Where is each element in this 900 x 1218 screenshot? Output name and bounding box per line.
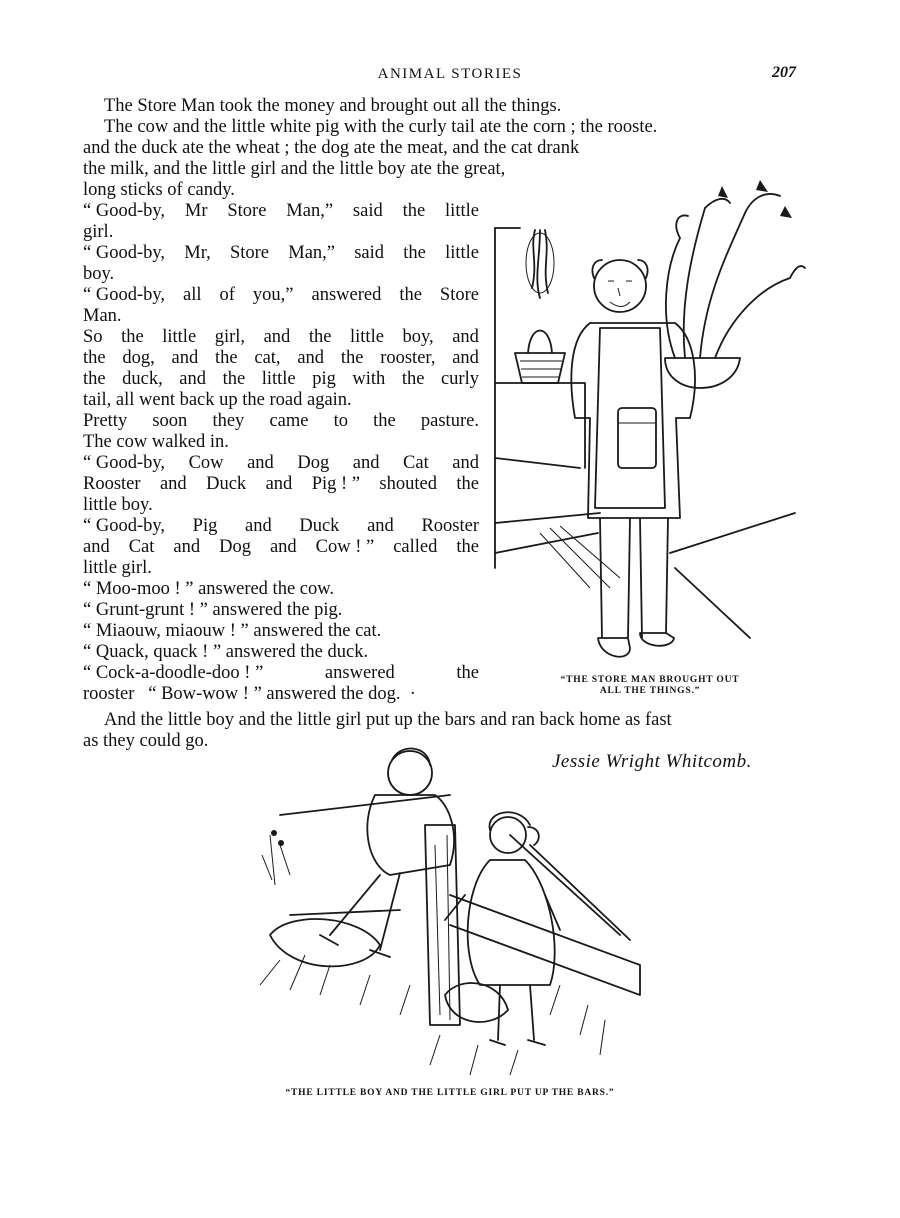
- closing-line-2: as they could go.: [83, 731, 209, 751]
- story-line-3: and the duck ate the wheat ; the dog ate the meat, and the cat drank: [83, 138, 580, 158]
- column-word: Pig ! ”: [311, 474, 361, 494]
- column-word: girl,: [214, 327, 246, 347]
- column-word: So: [83, 327, 103, 347]
- column-word: and: [269, 537, 297, 557]
- column-word: the: [456, 663, 479, 683]
- column-word: Pretty: [83, 411, 128, 431]
- column-line: [83, 411, 479, 432]
- column-word: answered: [311, 285, 382, 305]
- column-word: all: [183, 285, 202, 305]
- column-word: and: [452, 327, 479, 347]
- column-line: [83, 327, 479, 348]
- column-word: Cow: [188, 453, 224, 473]
- column-line: girl.: [83, 222, 114, 242]
- column-word: the: [308, 327, 332, 347]
- column-word: came: [269, 411, 309, 431]
- column-line: [83, 474, 479, 495]
- column-word: Mr,: [184, 243, 211, 263]
- column-word: pig: [312, 369, 336, 389]
- column-line: [83, 201, 479, 222]
- column-word: the: [402, 201, 426, 221]
- children-bars-caption: “THE LITTLE BOY AND THE LITTLE GIRL PUT UP THE BARS.”: [285, 1088, 615, 1098]
- column-word: Duck: [299, 516, 340, 536]
- column-word: you,”: [252, 285, 294, 305]
- column-word: the: [456, 537, 479, 557]
- author-signature: Jessie Wright Whitcomb.: [552, 751, 752, 772]
- column-line: “ Grunt-grunt ! ” answered the pig.: [83, 600, 343, 620]
- column-word: Mr: [184, 201, 208, 221]
- column-line: “ Quack, quack ! ” answered the duck.: [83, 642, 369, 662]
- column-word: shouted: [379, 474, 437, 494]
- column-line: [83, 285, 479, 306]
- column-word: and: [179, 369, 207, 389]
- column-word: and: [263, 327, 291, 347]
- column-line: boy.: [83, 264, 115, 284]
- column-word: Pig: [192, 516, 218, 536]
- column-line: [83, 663, 479, 684]
- column-line: [83, 369, 479, 390]
- column-word: Rooster: [83, 474, 141, 494]
- column-word: “ Good-by,: [83, 285, 166, 305]
- column-word: the: [456, 474, 479, 494]
- column-line: little boy.: [83, 495, 153, 515]
- column-line: “ Moo-moo ! ” answered the cow.: [83, 579, 335, 599]
- story-line-2: The cow and the little white pig with the curly tail ate the corn ; the rooste.: [104, 117, 658, 137]
- column-word: answered: [324, 663, 395, 683]
- column-word: boy,: [402, 327, 434, 347]
- column-line: [83, 516, 479, 537]
- column-word: and: [452, 348, 479, 368]
- column-word: duck,: [122, 369, 163, 389]
- column-word: “ Cock-a-doodle-doo ! ”: [83, 663, 264, 683]
- column-word: Store: [229, 243, 270, 263]
- column-word: little: [445, 201, 479, 221]
- column-word: Rooster: [421, 516, 479, 536]
- column-line: The cow walked in.: [83, 432, 229, 452]
- story-line-4: the milk, and the little girl and the little boy ate the great,: [83, 159, 506, 179]
- column-word: and: [245, 516, 272, 536]
- column-word: Store: [439, 285, 479, 305]
- closing-line-1: And the little boy and the little girl put up the bars and ran back home as fast: [104, 710, 672, 730]
- column-word: Cat: [403, 453, 429, 473]
- column-line: little girl.: [83, 558, 152, 578]
- column-word: the: [121, 327, 144, 347]
- story-line-5: long sticks of candy.: [83, 180, 235, 200]
- column-line: [83, 243, 479, 264]
- column-line: [83, 537, 479, 558]
- column-word: “ Good-by,: [83, 201, 166, 221]
- column-word: and: [247, 453, 274, 473]
- column-line: tail, all went back up the road again.: [83, 390, 352, 410]
- story-line-1: The Store Man took the money and brought out all the things.: [104, 96, 562, 116]
- children-bars-illustration: [250, 735, 650, 1085]
- column-word: the: [340, 348, 364, 368]
- column-word: dog,: [122, 348, 155, 368]
- column-word: cat,: [254, 348, 281, 368]
- column-word: and: [352, 453, 380, 473]
- column-word: Dog: [297, 453, 330, 473]
- column-word: the: [373, 411, 396, 431]
- column-word: the: [83, 369, 106, 389]
- column-word: Man,”: [286, 201, 334, 221]
- column-word: Dog: [219, 537, 251, 557]
- column-word: pasture.: [420, 411, 479, 431]
- column-word: “ Good-by,: [83, 453, 166, 473]
- store-man-illustration: [490, 168, 810, 678]
- story-column: [83, 201, 479, 705]
- column-word: of: [219, 285, 235, 305]
- column-word: rooster,: [380, 348, 436, 368]
- column-word: the: [222, 369, 246, 389]
- column-word: and: [452, 453, 479, 473]
- column-word: little: [445, 243, 479, 263]
- column-word: the: [215, 348, 238, 368]
- column-word: the: [83, 348, 106, 368]
- column-word: little: [261, 369, 296, 389]
- column-word: and: [297, 348, 325, 368]
- column-word: with: [352, 369, 386, 389]
- column-word: “ Good-by,: [83, 516, 166, 536]
- column-word: the: [401, 369, 425, 389]
- column-word: Cat: [128, 537, 155, 557]
- column-word: said: [354, 243, 385, 263]
- column-word: and: [265, 474, 293, 494]
- column-word: they: [212, 411, 245, 431]
- column-word: and: [367, 516, 394, 536]
- column-word: called: [393, 537, 438, 557]
- store-man-caption-line-2: ALL THE THINGS.”: [599, 686, 701, 696]
- column-word: and: [83, 537, 110, 557]
- column-line: Man.: [83, 306, 122, 326]
- column-word: and: [173, 537, 201, 557]
- column-word: the: [403, 243, 426, 263]
- column-word: said: [352, 201, 383, 221]
- column-line: rooster “ Bow-wow ! ” answered the dog. ·: [83, 684, 416, 704]
- column-word: and: [159, 474, 187, 494]
- running-title: ANIMAL STORIES: [377, 66, 523, 82]
- page-number: 207: [772, 64, 796, 81]
- column-word: “ Good-by,: [83, 243, 166, 263]
- column-word: curly: [440, 369, 479, 389]
- column-word: and: [171, 348, 199, 368]
- column-line: [83, 453, 479, 474]
- column-word: little: [350, 327, 384, 347]
- column-line: “ Miaouw, miaouw ! ” answered the cat.: [83, 621, 382, 641]
- column-word: the: [399, 285, 422, 305]
- column-word: Man,”: [288, 243, 335, 263]
- column-word: Cow ! ”: [315, 537, 375, 557]
- column-line: [83, 348, 479, 369]
- column-word: Duck: [206, 474, 247, 494]
- store-man-caption-line-1: “THE STORE MAN BROUGHT OUT: [560, 675, 740, 685]
- column-word: little: [162, 327, 197, 347]
- column-word: Store: [227, 201, 267, 221]
- column-word: to: [333, 411, 348, 431]
- column-word: soon: [152, 411, 188, 431]
